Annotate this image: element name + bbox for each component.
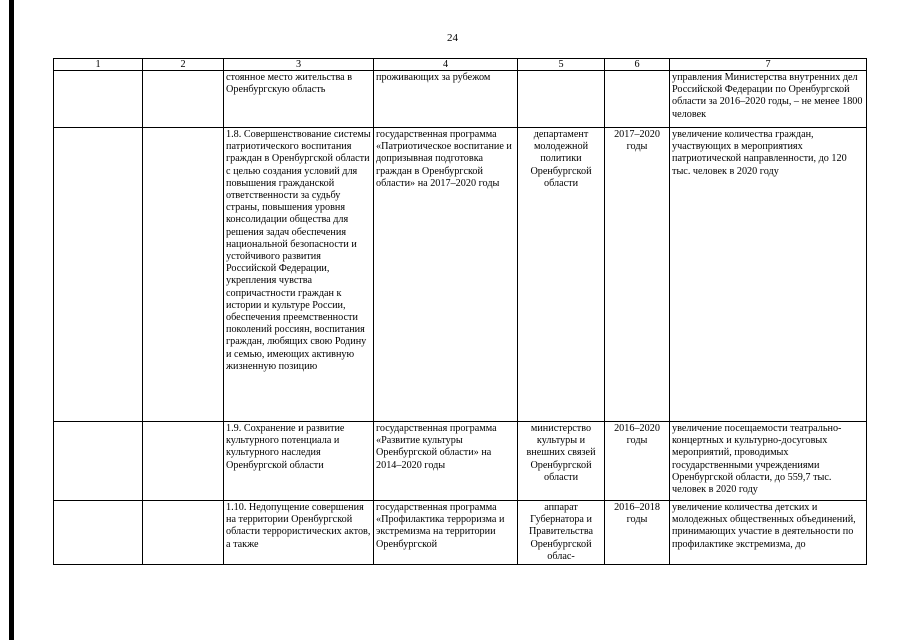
cell-col-1: [54, 71, 143, 128]
header-col-6: 6: [605, 59, 670, 71]
page-edge-bar: [9, 0, 14, 640]
cell-program: государственная программа «Развитие культуры Оренбургской области» на 2014–2020 годы: [374, 422, 518, 501]
header-col-2: 2: [143, 59, 224, 71]
cell-program: государственная программа «Профилактика терроризма и экстремизма на территории Оренбургской: [374, 501, 518, 565]
cell-executor: департамент молодежной политики Оренбургской области: [518, 128, 605, 422]
table-row: [54, 501, 867, 565]
cell-result: увеличение количества детских и молодежных общественных объединений, принимающих участие в деятельности по профилактике экстремизма, до: [670, 501, 867, 565]
cell-col-1: [54, 128, 143, 422]
cell-term: 2017–2020 годы: [605, 128, 670, 422]
cell-col-2: [143, 501, 224, 565]
cell-program: проживающих за рубежом: [374, 71, 518, 128]
cell-goal: стоянное место жительства в Оренбургскую область: [224, 71, 374, 128]
table-row: [54, 71, 867, 128]
cell-result: увеличение количества граждан, участвующих в мероприятиях патриотической направленности, до 120 тыс. человек в 2020 году: [670, 128, 867, 422]
cell-col-2: [143, 128, 224, 422]
cell-col-2: [143, 71, 224, 128]
header-col-1: 1: [54, 59, 143, 71]
table-row: [54, 422, 867, 501]
table-row: [54, 128, 867, 422]
header-col-7: 7: [670, 59, 867, 71]
cell-term: 2016–2020 годы: [605, 422, 670, 501]
cell-col-1: [54, 501, 143, 565]
cell-program: государственная программа «Патриотическое воспитание и допризывная подготовка граждан в Оренбургской области» на 2017–2020 годы: [374, 128, 518, 422]
cell-executor: министерство культуры и внешних связей Оренбургской области: [518, 422, 605, 501]
header-col-4: 4: [374, 59, 518, 71]
cell-executor: [518, 71, 605, 128]
cell-executor: аппарат Губернатора и Правительства Оренбургской облас-: [518, 501, 605, 565]
document-table: [53, 58, 867, 565]
cell-goal: 1.9. Сохранение и развитие культурного потенциала и культурного наследия Оренбургской области: [224, 422, 374, 501]
cell-col-2: [143, 422, 224, 501]
header-col-3: 3: [224, 59, 374, 71]
cell-term: [605, 71, 670, 128]
cell-result: управления Министерства внутренних дел Российской Федерации по Оренбургской области за 2016–2020 годы, – не менее 1800 человек: [670, 71, 867, 128]
cell-goal: 1.10. Недопущение совершения на территории Оренбургской области террористических актов, а также: [224, 501, 374, 565]
page-number: 24: [447, 32, 458, 44]
cell-result: увеличение посещаемости театрально-концертных и культурно-досуговых мероприятий, проводимых государственными учреждениями Оренбургской области, до 559,7 тыс. человек в 2020 году: [670, 422, 867, 501]
table-header-row: [54, 59, 867, 71]
cell-term: 2016–2018 годы: [605, 501, 670, 565]
header-col-5: 5: [518, 59, 605, 71]
cell-col-1: [54, 422, 143, 501]
cell-goal: 1.8. Совершенствование системы патриотического воспитания граждан в Оренбургской области с целью создания условий для повышения гражданской ответственности за судьбу страны, повышения уровня консолидации общества для решения задач обеспечения национальной безопасности и устойчивого развития Российской Федерации, укрепления чувства сопричастности граждан к истории и культуре России, обеспечения преемственности поколений россиян, воспитания граждан, любящих свою Родину и семью, имеющих активную жизненную позицию: [224, 128, 374, 422]
